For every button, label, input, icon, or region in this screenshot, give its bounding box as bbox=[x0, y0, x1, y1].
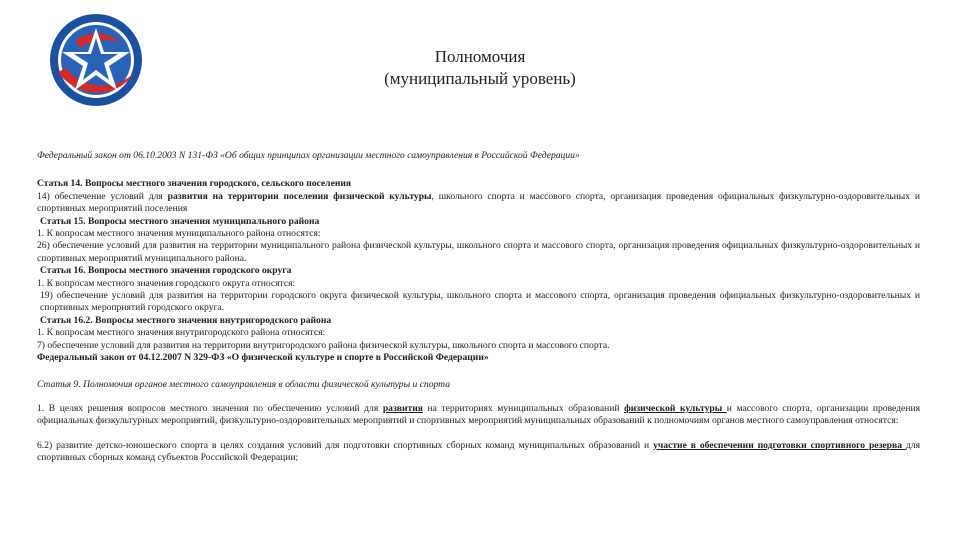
law-329-reference: Федеральный закон от 04.12.2007 N 329-ФЗ «О физической культуре и спорте в Российской Федерации» bbox=[37, 352, 489, 364]
article-16-intro: 1. К вопросам местного значения городского округа относятся: bbox=[37, 277, 296, 289]
emblem-logo bbox=[46, 10, 146, 110]
title-line-2: (муниципальный уровень) bbox=[384, 69, 576, 88]
art14-text-2: , школьного спорта и массового спорта, организация проведения официальных физкультурно-оздоровительных и спортивных мероприятий поселения bbox=[37, 190, 920, 215]
art9-text-b: на территориях муниципальных образований bbox=[422, 402, 625, 414]
art9-underline-1: развития bbox=[382, 402, 423, 414]
law-131-reference: Федеральный закон от 06.10.2003 N 131-ФЗ «Об общих принципах организации местного самоуправления в Российской Федерации» bbox=[37, 150, 580, 161]
title-line-1: Полномочия bbox=[434, 47, 526, 66]
article-15-heading: Статья 15. Вопросы местного значения муниципального района bbox=[40, 215, 320, 227]
art9-underline-2: физической культуры bbox=[624, 402, 727, 414]
art14-text-bold: развития на территории поселения физической культуры bbox=[167, 190, 432, 202]
article-16-2-item: 7) обеспечение условий для развития на территории внутригородского района физической культуры, школьного спорта и массового спорта. bbox=[37, 339, 610, 351]
article-16-2-heading: Статья 16.2. Вопросы местного значения внутригородского района bbox=[40, 314, 332, 326]
article-14-item bbox=[37, 191, 920, 216]
art9-62-text-b: для спортивных сборных команд субъектов Российской Федерации; bbox=[37, 439, 920, 464]
article-15-intro: 1. К вопросам местного значения муниципального района относятся: bbox=[37, 228, 321, 240]
document-body bbox=[37, 150, 920, 465]
article-15-item: 26) обеспечение условий для развития на территории муниципального района физической культуры, школьного спорта и массового спорта, организация проведения официальных физкультурно-оздоровительных и спортивных мероприятий муниципального района. bbox=[37, 240, 920, 264]
page-title bbox=[300, 46, 660, 90]
article-16-heading: Статья 16. Вопросы местного значения городского округа bbox=[40, 265, 292, 277]
star-emblem-icon bbox=[46, 10, 146, 110]
article-16-2-intro: 1. К вопросам местного значения внутригородского района относятся: bbox=[37, 327, 326, 339]
article-9-item-1 bbox=[37, 403, 920, 428]
article-14-heading: Статья 14. Вопросы местного значения городского, сельского поселения bbox=[37, 178, 352, 190]
art9-text-c: и массового спорта, организации проведения официальных физкультурных мероприятий, физкультурно-оздоровительных мероприятий и спортивных мероприятий муниципальных образований к полномочиям органов местного самоуправления относятся: bbox=[37, 402, 920, 427]
article-9-item-6-2 bbox=[37, 440, 920, 465]
art9-text-a: 1. В целях решения вопросов местного значения по обеспечению условий для bbox=[37, 402, 383, 414]
article-16-item: 19) обеспечение условий для развития на территории городского округа физической культуры, школьного спорта и массового спорта, организация проведения официальных физкультурно-оздоровительных и спортивных мероприятий городского округа. bbox=[40, 290, 920, 314]
art9-62-underline: участие в обеспечении подготовки спортивного резерва bbox=[653, 439, 906, 451]
art9-62-text-a: 6.2) развитие детско-юношеского спорта в целях создания условий для подготовки спортивных сборных команд муниципальных образований и bbox=[37, 439, 654, 451]
art14-text-1: 14) обеспечение условий для bbox=[37, 190, 168, 202]
article-9-heading: Статья 9. Полномочия органов местного самоуправления в области физической культуры и спорта bbox=[37, 378, 451, 390]
